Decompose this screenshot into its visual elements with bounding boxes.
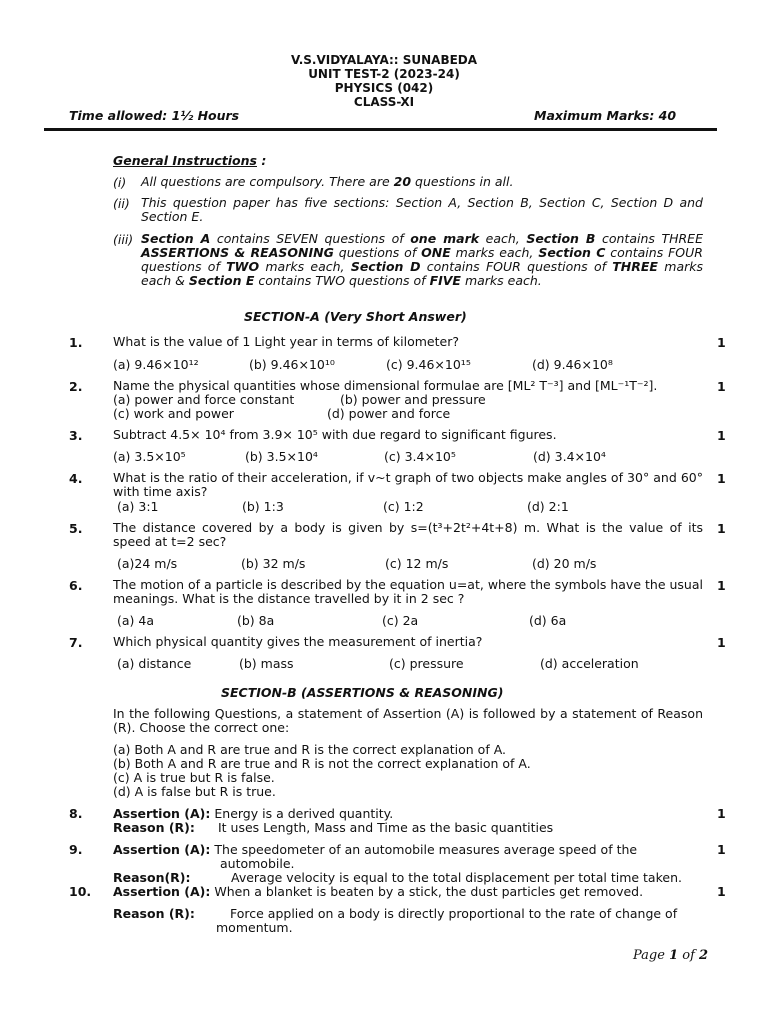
q5-option-c: (c) 12 m/s xyxy=(385,556,449,571)
q1-option-b: (b) 9.46×10¹⁰ xyxy=(249,357,335,372)
q7-number: 7. xyxy=(69,635,83,650)
q4-number: 4. xyxy=(69,471,83,486)
q3-option-b: (b) 3.5×10⁴ xyxy=(245,449,318,464)
ar-choice-a: (a) Both A and R are true and R is the correct explanation of A. xyxy=(113,742,506,757)
instruction-iii xyxy=(141,232,703,288)
q3-option-c: (c) 3.4×10⁵ xyxy=(384,449,456,464)
instruction-iii-segment: FIVE xyxy=(429,273,461,288)
q9-assertion-cont: automobile. xyxy=(220,856,295,871)
section-b-intro: In the following Questions, a statement of Assertion (A) is followed by a statement of Reason (R). Choose the correct one: xyxy=(113,706,703,735)
section-b-title: SECTION-B (ASSERTIONS & REASONING) xyxy=(221,685,504,700)
q6-option-c: (c) 2a xyxy=(382,613,419,628)
q9-reason: Average velocity is equal to the total displacement per total time taken. xyxy=(231,870,682,885)
q1-number: 1. xyxy=(69,335,83,350)
q1-option-a: (a) 9.46×10¹² xyxy=(113,357,199,372)
q9-number: 9. xyxy=(69,842,83,857)
q4-mark: 1 xyxy=(717,471,726,486)
q6-option-a: (a) 4a xyxy=(117,613,154,628)
q1-text: What is the value of 1 Light year in terms of kilometer? xyxy=(113,334,459,349)
q6-option-b: (b) 8a xyxy=(237,613,275,628)
ar-choice-b: (b) Both A and R are true and R is not the correct explanation of A. xyxy=(113,756,531,771)
q2-option-a: (a) power and force constant xyxy=(113,392,295,407)
q2-mark: 1 xyxy=(717,379,726,394)
ar-choice-c: (c) A is true but R is false. xyxy=(113,770,275,785)
q8-number: 8. xyxy=(69,806,83,821)
q2-text: Name the physical quantities whose dimensional formulae are [ML² T⁻³] and [ML⁻¹T⁻²]. xyxy=(113,378,658,393)
q10-mark: 1 xyxy=(717,884,726,899)
q1-option-d: (d) 9.46×10⁸ xyxy=(532,357,613,372)
instruction-iii-segment: marks each, xyxy=(259,259,351,274)
instruction-iii-segment: questions of xyxy=(333,245,422,260)
time-allowed: Time allowed: 1½ Hours xyxy=(69,108,240,123)
q7-text: Which physical quantity gives the measurement of inertia? xyxy=(113,634,483,649)
instruction-iii-segment: contains TWO questions of xyxy=(254,273,430,288)
instruction-iii-segment: TWO xyxy=(226,259,260,274)
q8-reason-label: Reason (R): xyxy=(113,820,195,835)
q7-option-d: (d) acceleration xyxy=(540,656,639,671)
instruction-iii-segment: ONE xyxy=(421,245,451,260)
instruction-iii-segment: THREE xyxy=(612,259,658,274)
q3-mark: 1 xyxy=(717,428,726,443)
q2-option-d: (d) power and force xyxy=(327,406,451,421)
q4-text: What is the ratio of their acceleration, if v~t graph of two objects make angles of 30° and 60° with time axis? xyxy=(113,470,703,499)
instruction-iii-segment: ASSERTIONS & REASONING xyxy=(141,245,334,260)
q6-option-d: (d) 6a xyxy=(529,613,567,628)
q4-option-d: (d) 2:1 xyxy=(527,499,569,514)
q4-option-a: (a) 3:1 xyxy=(117,499,159,514)
q8-assertion: Assertion (A): Energy is a derived quantity. xyxy=(113,806,394,821)
instruction-iii-segment: contains SEVEN questions of xyxy=(210,231,411,246)
q10-reason-cont: momentum. xyxy=(216,920,293,935)
q5-number: 5. xyxy=(69,521,83,536)
q4-option-c: (c) 1:2 xyxy=(383,499,424,514)
school-name: V.S.VIDYALAYA:: SUNABEDA xyxy=(290,53,478,67)
instructions-heading: General Instructions : xyxy=(113,153,267,168)
instruction-i: All questions are compulsory. There are 20 questions in all. xyxy=(141,174,514,189)
q8-reason: It uses Length, Mass and Time as the basic quantities xyxy=(218,820,554,835)
instruction-iii-number: (iii) xyxy=(113,232,134,247)
ar-choice-d: (d) A is false but R is true. xyxy=(113,784,276,799)
section-a-title: SECTION-A (Very Short Answer) xyxy=(244,309,467,324)
q5-option-b: (b) 32 m/s xyxy=(241,556,306,571)
instruction-iii-segment: marks each, xyxy=(450,245,539,260)
q7-option-c: (c) pressure xyxy=(389,656,464,671)
q9-mark: 1 xyxy=(717,842,726,857)
q5-option-a: (a)24 m/s xyxy=(117,556,178,571)
q6-mark: 1 xyxy=(717,578,726,593)
q9-reason-label: Reason(R): xyxy=(113,870,191,885)
q4-option-b: (b) 1:3 xyxy=(242,499,284,514)
q3-option-d: (d) 3.4×10⁴ xyxy=(533,449,606,464)
q1-mark: 1 xyxy=(717,335,726,350)
q7-option-b: (b) mass xyxy=(239,656,294,671)
q10-reason-label: Reason (R): xyxy=(113,906,195,921)
q3-text: Subtract 4.5× 10⁴ from 3.9× 10⁵ with due regard to significant figures. xyxy=(113,427,557,442)
q5-option-d: (d) 20 m/s xyxy=(532,556,597,571)
q3-option-a: (a) 3.5×10⁵ xyxy=(113,449,186,464)
q5-mark: 1 xyxy=(717,521,726,536)
instruction-iii-segment: Section A xyxy=(141,231,211,246)
q6-text: The motion of a particle is described by the equation u=at, where the symbols have the usual meanings. What is the distance travelled by it in 2 sec ? xyxy=(113,577,703,606)
q10-number: 10. xyxy=(69,884,92,899)
q2-option-c: (c) work and power xyxy=(113,406,234,421)
instruction-iii-segment: marks each. xyxy=(460,273,542,288)
q10-assertion: Assertion (A): When a blanket is beaten by a stick, the dust particles get removed. xyxy=(113,884,644,899)
q7-mark: 1 xyxy=(717,635,726,650)
q2-option-b: (b) power and pressure xyxy=(340,392,486,407)
q9-assertion: Assertion (A): The speedometer of an automobile measures average speed of the xyxy=(113,842,638,857)
page-number: Page 1 of 2 xyxy=(633,948,709,963)
instruction-iii-segment: each, xyxy=(479,231,527,246)
instruction-iii-segment: Section B xyxy=(526,231,596,246)
maximum-marks: Maximum Marks: 40 xyxy=(534,108,677,123)
q2-number: 2. xyxy=(69,379,83,394)
q5-text: The distance covered by a body is given by s=(t³+2t²+4t+8) m. What is the value of its speed at t=2 sec? xyxy=(113,520,703,549)
instruction-i-number: (i) xyxy=(113,175,127,190)
test-name: UNIT TEST-2 (2023-24) xyxy=(308,67,460,81)
subject-name: PHYSICS (042) xyxy=(334,81,434,95)
instruction-iii-segment: Section C xyxy=(538,245,606,260)
instruction-iii-segment: Section D xyxy=(350,259,421,274)
header-divider xyxy=(44,128,717,131)
instruction-iii-segment: one mark xyxy=(410,231,480,246)
q3-number: 3. xyxy=(69,428,83,443)
instruction-iii-segment: marks each & xyxy=(141,259,703,288)
q8-mark: 1 xyxy=(717,806,726,821)
instruction-iii-segment: contains THREE xyxy=(595,231,703,246)
q7-option-a: (a) distance xyxy=(117,656,192,671)
instruction-iii-segment: contains FOUR questions of xyxy=(420,259,613,274)
q6-number: 6. xyxy=(69,578,83,593)
q1-option-c: (c) 9.46×10¹⁵ xyxy=(386,357,471,372)
instruction-iii-segment: Section E xyxy=(188,273,255,288)
q10-reason: Force applied on a body is directly proportional to the rate of change of xyxy=(230,906,678,921)
class-name: CLASS-XI xyxy=(353,95,415,109)
instruction-ii: This question paper has five sections: Section A, Section B, Section C, Section D and Section E. xyxy=(141,195,703,224)
instruction-ii-number: (ii) xyxy=(113,196,130,211)
instruction-iii-segment: contains FOUR questions of xyxy=(141,245,703,274)
